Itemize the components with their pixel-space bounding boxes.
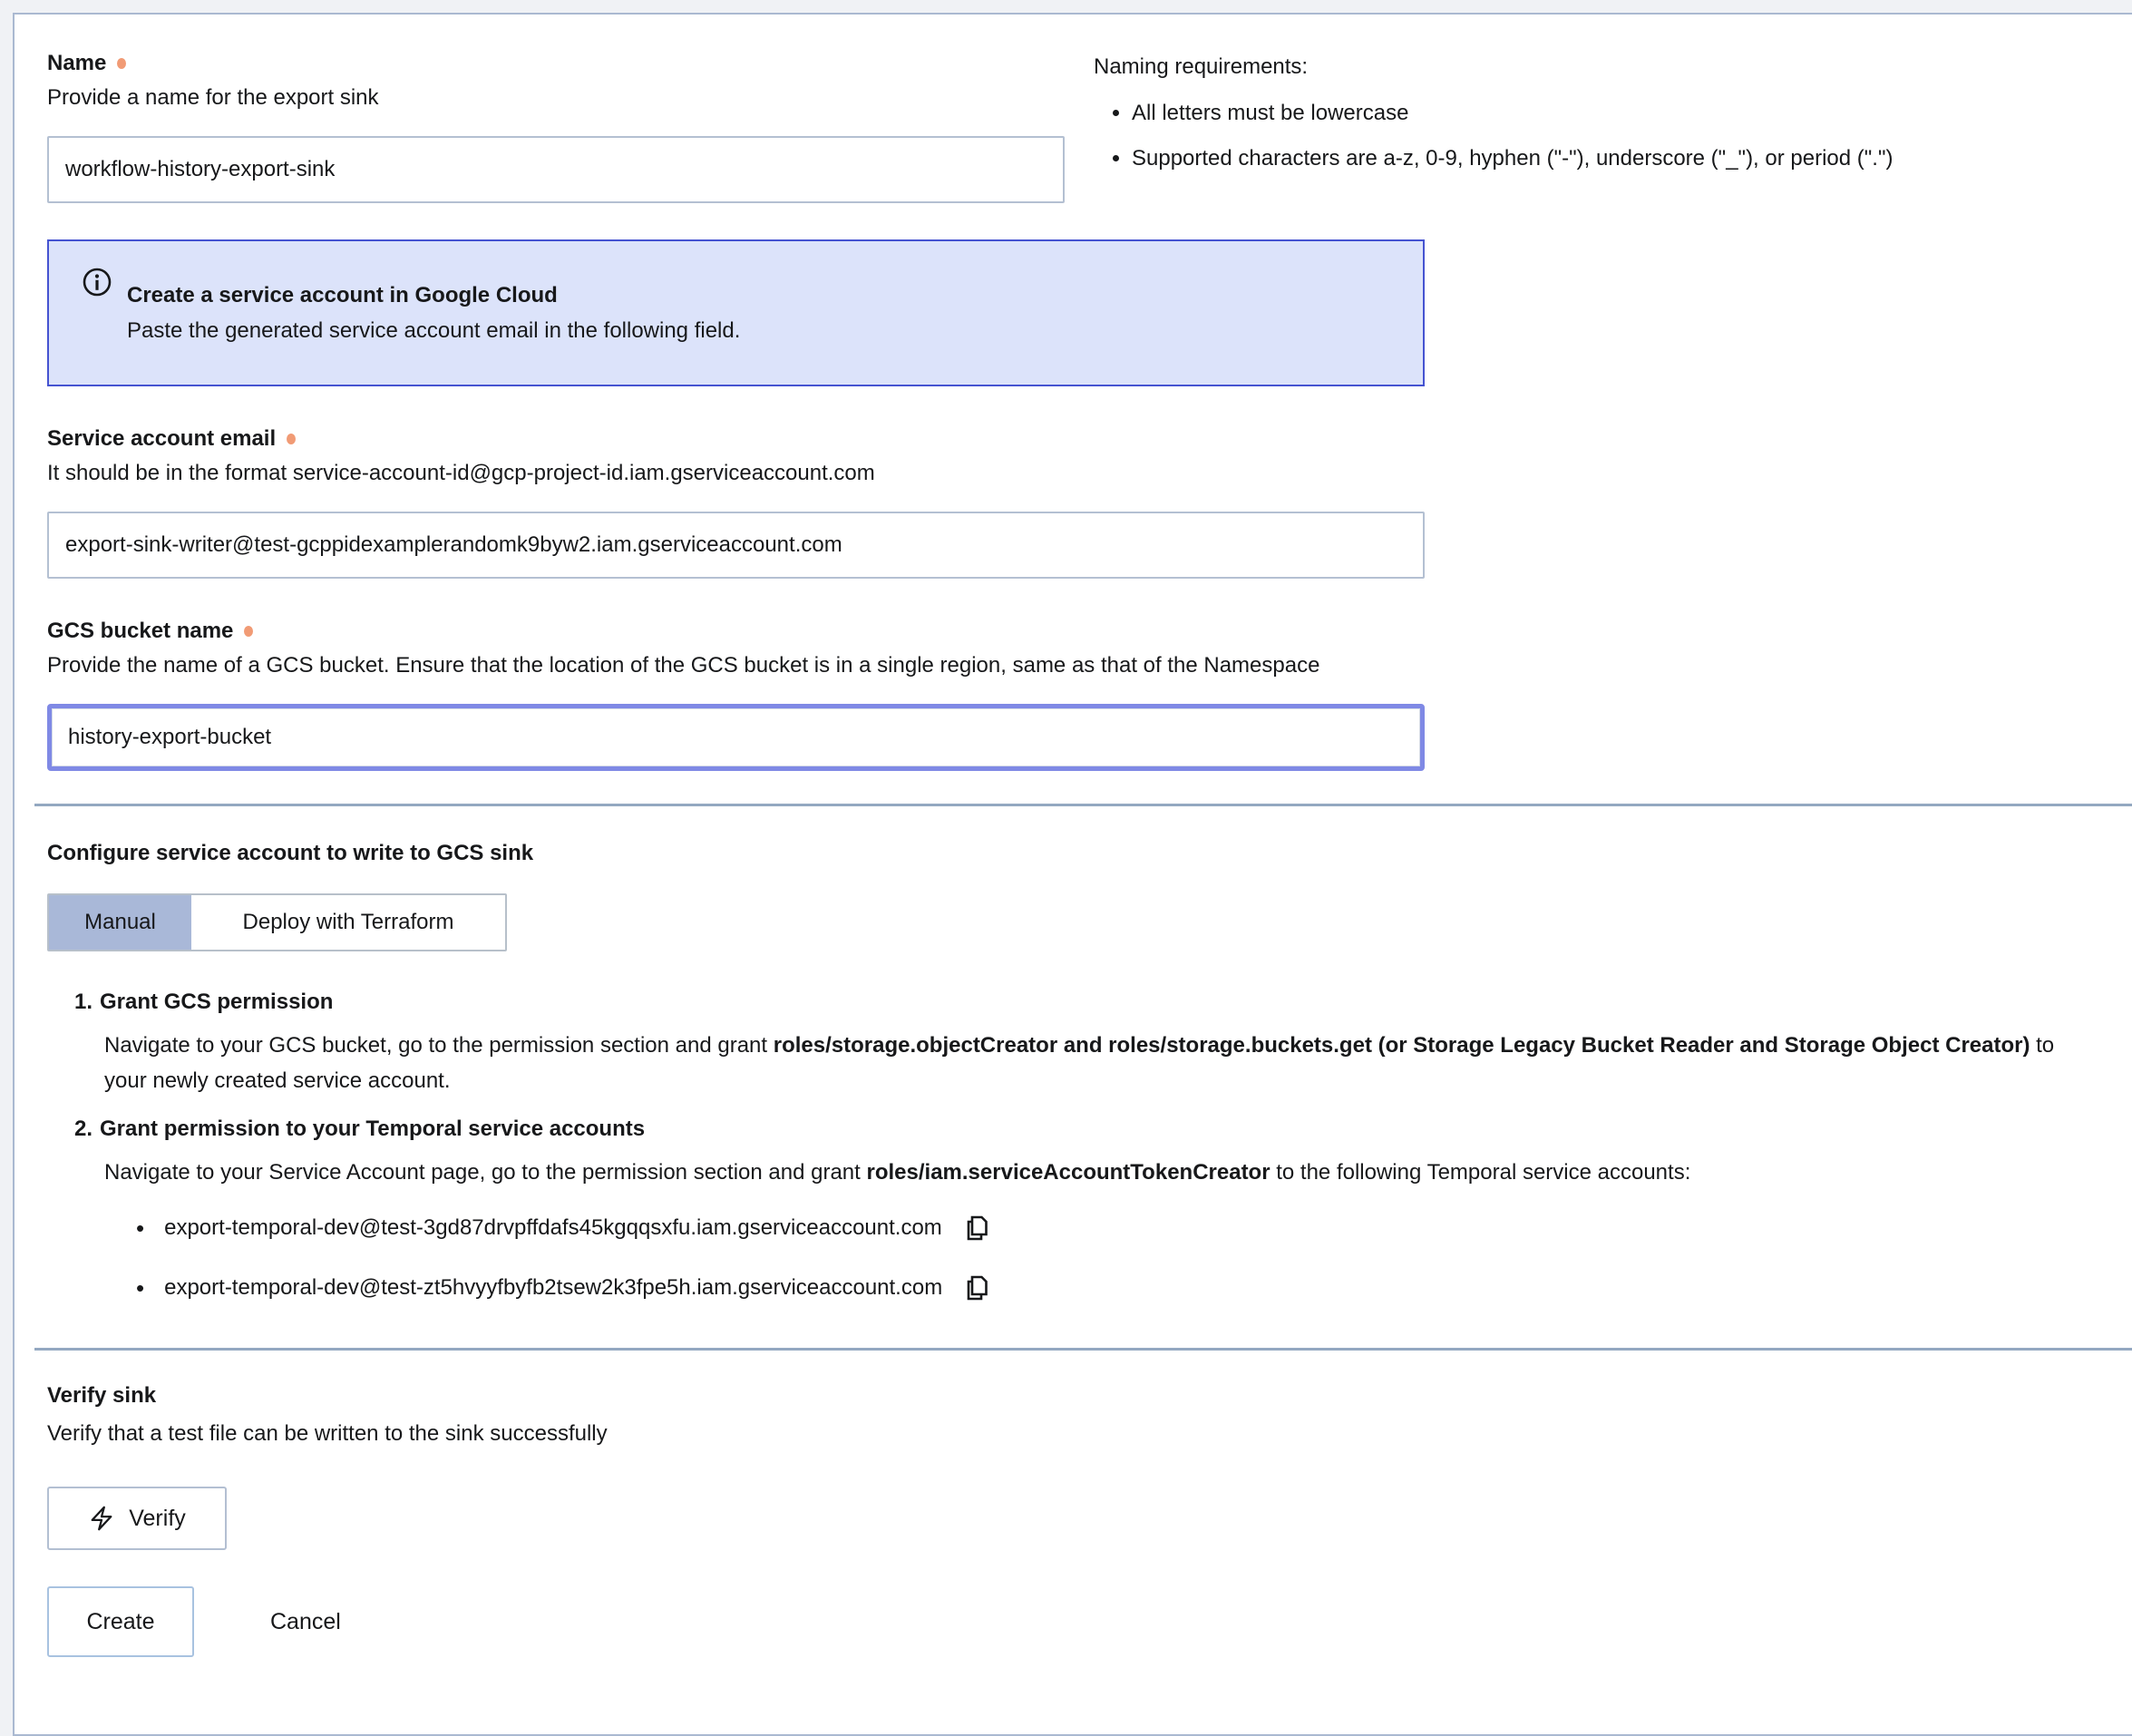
create-button[interactable]: Create	[47, 1586, 194, 1657]
naming-requirement-item: • All letters must be lowercase	[1132, 98, 2127, 129]
lightning-bolt-icon	[88, 1505, 115, 1532]
temporal-service-account-email: export-temporal-dev@test-3gd87drvpffdafs45kgqqsxfu.iam.gserviceaccount.com	[164, 1215, 942, 1240]
name-section	[47, 51, 2132, 203]
verify-section-description: Verify that a test file can be written to the sink successfully	[47, 1421, 608, 1446]
info-icon	[82, 267, 112, 297]
configure-tabs	[47, 893, 507, 951]
step-1-body: Navigate to your GCS bucket, go to the permission section and grant roles/storage.objectCreator and roles/storage.buckets.get (or Storage Legacy Bucket Reader and Storage Object Creator) to your newly created service account.	[104, 1033, 2055, 1093]
tab-deploy-with-terraform[interactable]: Deploy with Terraform	[191, 895, 505, 950]
naming-requirement-item: • Supported characters are a-z, 0-9, hyphen ("-"), underscore ("_"), or period (".")	[1132, 143, 2127, 174]
bullet: •	[136, 1273, 145, 1302]
divider	[34, 804, 2132, 806]
required-dot	[117, 58, 126, 69]
service-account-section	[47, 426, 2132, 579]
copy-icon[interactable]	[962, 1214, 991, 1243]
list-item	[136, 1273, 2132, 1302]
verify-button[interactable]: Verify	[47, 1487, 227, 1550]
tab-manual[interactable]: Manual	[49, 895, 191, 950]
bucket-description: Provide the name of a GCS bucket. Ensure that the location of the GCS bucket is in a single region, same as that of the Namespace	[47, 653, 1320, 678]
copy-icon[interactable]	[962, 1273, 991, 1302]
service-account-input[interactable]	[47, 512, 1425, 579]
service-account-description: It should be in the format service-account-id@gcp-project-id.iam.gserviceaccount.com	[47, 461, 875, 485]
divider	[34, 1348, 2132, 1351]
service-account-label: Service account email	[47, 426, 277, 451]
temporal-service-account-email: export-temporal-dev@test-zt5hvyyfbyfb2tsew2k3fpe5h.iam.gserviceaccount.com	[164, 1275, 943, 1300]
bullet: •	[136, 1214, 145, 1242]
name-description: Provide a name for the export sink	[47, 85, 379, 110]
info-banner	[47, 239, 1425, 386]
info-banner-title: Create a service account in Google Cloud	[127, 282, 558, 307]
verify-section-title: Verify sink	[47, 1383, 157, 1408]
list-item	[136, 1214, 2132, 1243]
required-dot	[244, 626, 253, 637]
form-actions	[47, 1586, 2132, 1657]
step-2-title: 2. Grant permission to your Temporal service accounts	[74, 1117, 646, 1141]
name-label: Name	[47, 51, 107, 75]
naming-requirements-title: Naming requirements:	[1094, 54, 1309, 79]
temporal-service-accounts-list	[136, 1214, 2132, 1302]
info-banner-description: Paste the generated service account email in the following field.	[127, 317, 741, 343]
instruction-steps	[74, 990, 2132, 1302]
required-dot	[287, 434, 296, 444]
cancel-button[interactable]: Cancel	[256, 1586, 355, 1657]
step-2-body: Navigate to your Service Account page, go to the permission section and grant roles/iam.serviceAccountTokenCreator to the following Temporal service accounts:	[104, 1160, 1691, 1185]
step-1-title: 1. Grant GCS permission	[74, 990, 334, 1014]
bucket-label: GCS bucket name	[47, 619, 234, 643]
bucket-input[interactable]	[47, 704, 1425, 771]
bucket-section	[47, 619, 2132, 771]
configure-section-title: Configure service account to write to GCS sink	[47, 841, 534, 865]
name-input[interactable]	[47, 136, 1065, 203]
export-sink-form	[13, 13, 2132, 1736]
naming-requirements	[1094, 51, 2127, 203]
